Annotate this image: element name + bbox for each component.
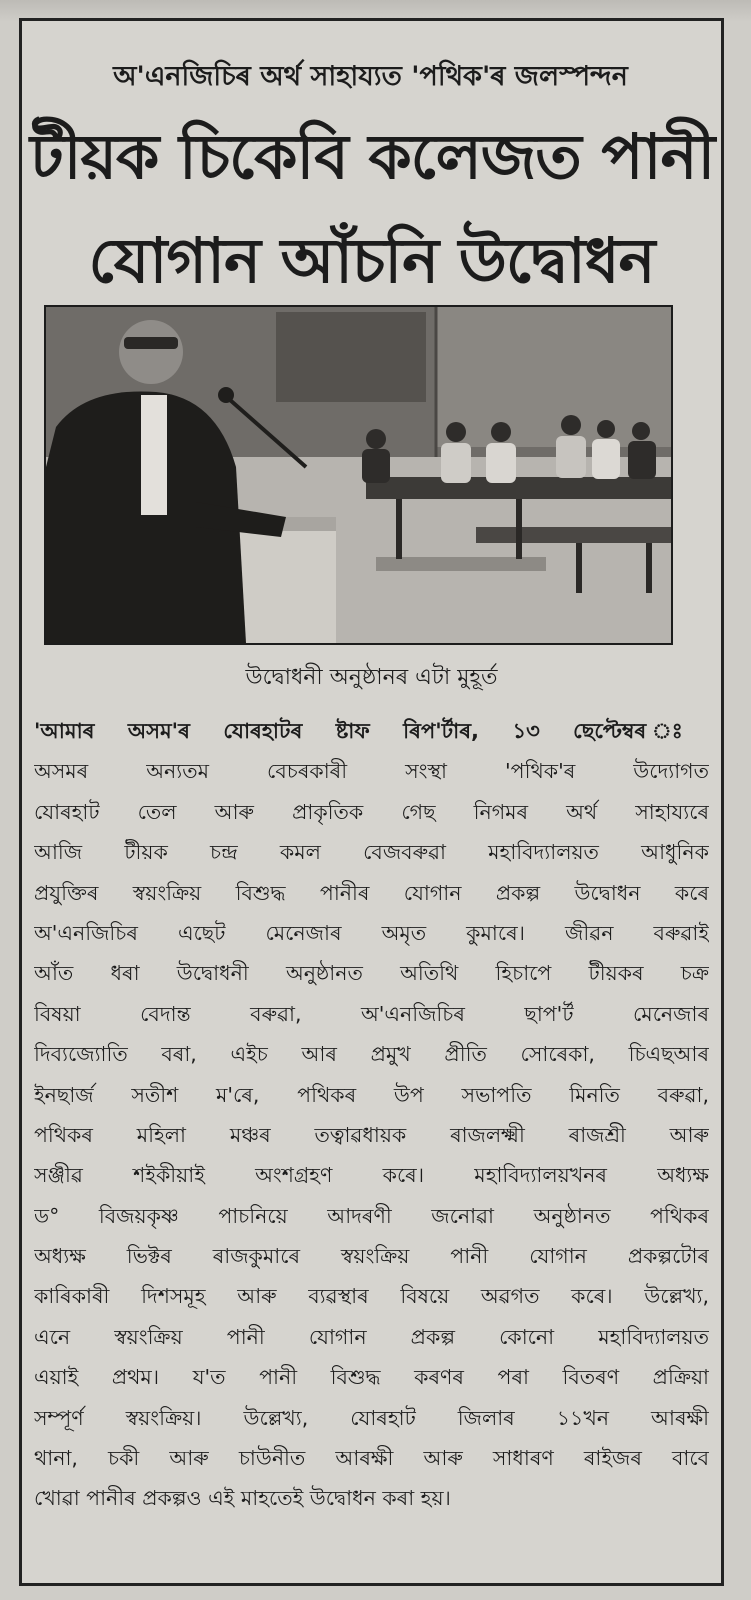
newspaper-article [19, 18, 724, 1586]
photo-caption: উদ্বোধনী অনুষ্ঠানৰ এটা মুহূৰ্ত [245, 665, 498, 690]
headline-line-1: টীয়ক চিকেবি কলেজত পানী [30, 120, 715, 193]
article-body-line: সঞ্জীৱ শইকীয়াই অংশগ্ৰহণ কৰে। মহাবিদ্যালয়খনৰ অধ্যক্ষ [34, 1163, 709, 1188]
article-body-line: এয়াই প্ৰথম। য'ত পানী বিশুদ্ধ কৰণৰ পৰা বিতৰণ প্ৰক্ৰিয়া [34, 1365, 709, 1390]
previous-article-text-fragment [40, 0, 600, 11]
article-dateline: 'আমাৰ অসম'ৰ যোৰহাটৰ ষ্টাফ ৰিপ'ৰ্টাৰ, ১৩ ছেপ্টেম্বৰ ঃ [34, 719, 709, 743]
article-body-line: এনে স্বয়ংক্ৰিয় পানী যোগান প্ৰকল্প কোনো মহাবিদ্যালয়ত [34, 1324, 709, 1349]
article-body-line: আজি টীয়ক চন্দ্ৰ কমল বেজবৰুৱা মহাবিদ্যালয়ত আধুনিক [34, 840, 709, 865]
article-body-line: অধ্যক্ষ ভিক্টৰ ৰাজকুমাৰে স্বয়ংক্ৰিয় পানী যোগান প্ৰকল্পটোৰ [34, 1244, 709, 1269]
article-body-line: ইনছাৰ্জ সতীশ ম'ৰে, পথিকৰ উপ সভাপতি মিনতি বৰুৱা, [34, 1082, 709, 1107]
article-body-line: ড° বিজয়কৃষ্ণ পাচনিয়ে আদৰণী জনোৱা অনুষ্ঠানত পথিকৰ [34, 1203, 709, 1228]
headline-line-2: যোগান আঁচনি উদ্বোধন [88, 224, 655, 297]
article-kicker: অ'এনজিচিৰ অৰ্থ সাহায্যত 'পথিক'ৰ জলস্পন্দন [113, 61, 628, 92]
article-photo [44, 305, 673, 645]
wall-banner [276, 312, 426, 402]
article-body-line: যোৰহাট তেল আৰু প্ৰাকৃতিক গেছ নিগমৰ অৰ্থ সাহায্যৰে [34, 799, 709, 824]
article-body-line: আঁত ধৰা উদ্বোধনী অনুষ্ঠানত অতিথি হিচাপে টীয়কৰ চক্ৰ [34, 961, 709, 986]
article-body-line: থানা, চকী আৰু চাউনীত আৰক্ষী আৰু সাধাৰণ ৰাইজৰ বাবে [34, 1446, 709, 1471]
article-body-line: দিব্যজ্যোতি বৰা, এইচ আৰ প্ৰমুখ প্ৰীতি সোৰেকা, চিএছআৰ [34, 1042, 709, 1067]
article-body-line: পথিকৰ মহিলা মঞ্চৰ তত্বাৱধায়ক ৰাজলক্ষ্মী ৰাজশ্ৰী আৰু [34, 1122, 709, 1147]
event-photo-illustration [46, 307, 671, 643]
article-body-line: প্ৰযুক্তিৰ স্বয়ংক্ৰিয় বিশুদ্ধ পানীৰ যোগান প্ৰকল্প উদ্বোধন কৰে [34, 880, 709, 905]
article-body-line: অসমৰ অন্যতম বেচৰকাৰী সংস্থা 'পথিক'ৰ উদ্যোগত [34, 759, 709, 784]
article-body-line: বিষয়া বেদান্ত বৰুৱা, অ'এনজিচিৰ ছাপ'ৰ্ট মেনেজাৰ [34, 1001, 709, 1026]
article-body-line: অ'এনজিচিৰ এছেট মেনেজাৰ অমৃত কুমাৰে। জীৱন বৰুৱাই [34, 920, 709, 945]
article-body-line: কাৰিকাৰী দিশসমূহ আৰু ব্যৱস্থাৰ বিষয়ে অৱগত কৰে। উল্লেখ্য, [34, 1284, 709, 1309]
article-body [34, 711, 709, 1519]
article-body-line: খোৱা পানীৰ প্ৰকল্পও এই মাহতেই উদ্বোধন কৰা হয়। [34, 1486, 451, 1511]
microphone-icon [218, 387, 234, 403]
article-body-line: সম্পূৰ্ণ স্বয়ংক্ৰিয়। উল্লেখ্য, যোৰহাট জিলাৰ ১১খন আৰক্ষী [34, 1405, 709, 1430]
